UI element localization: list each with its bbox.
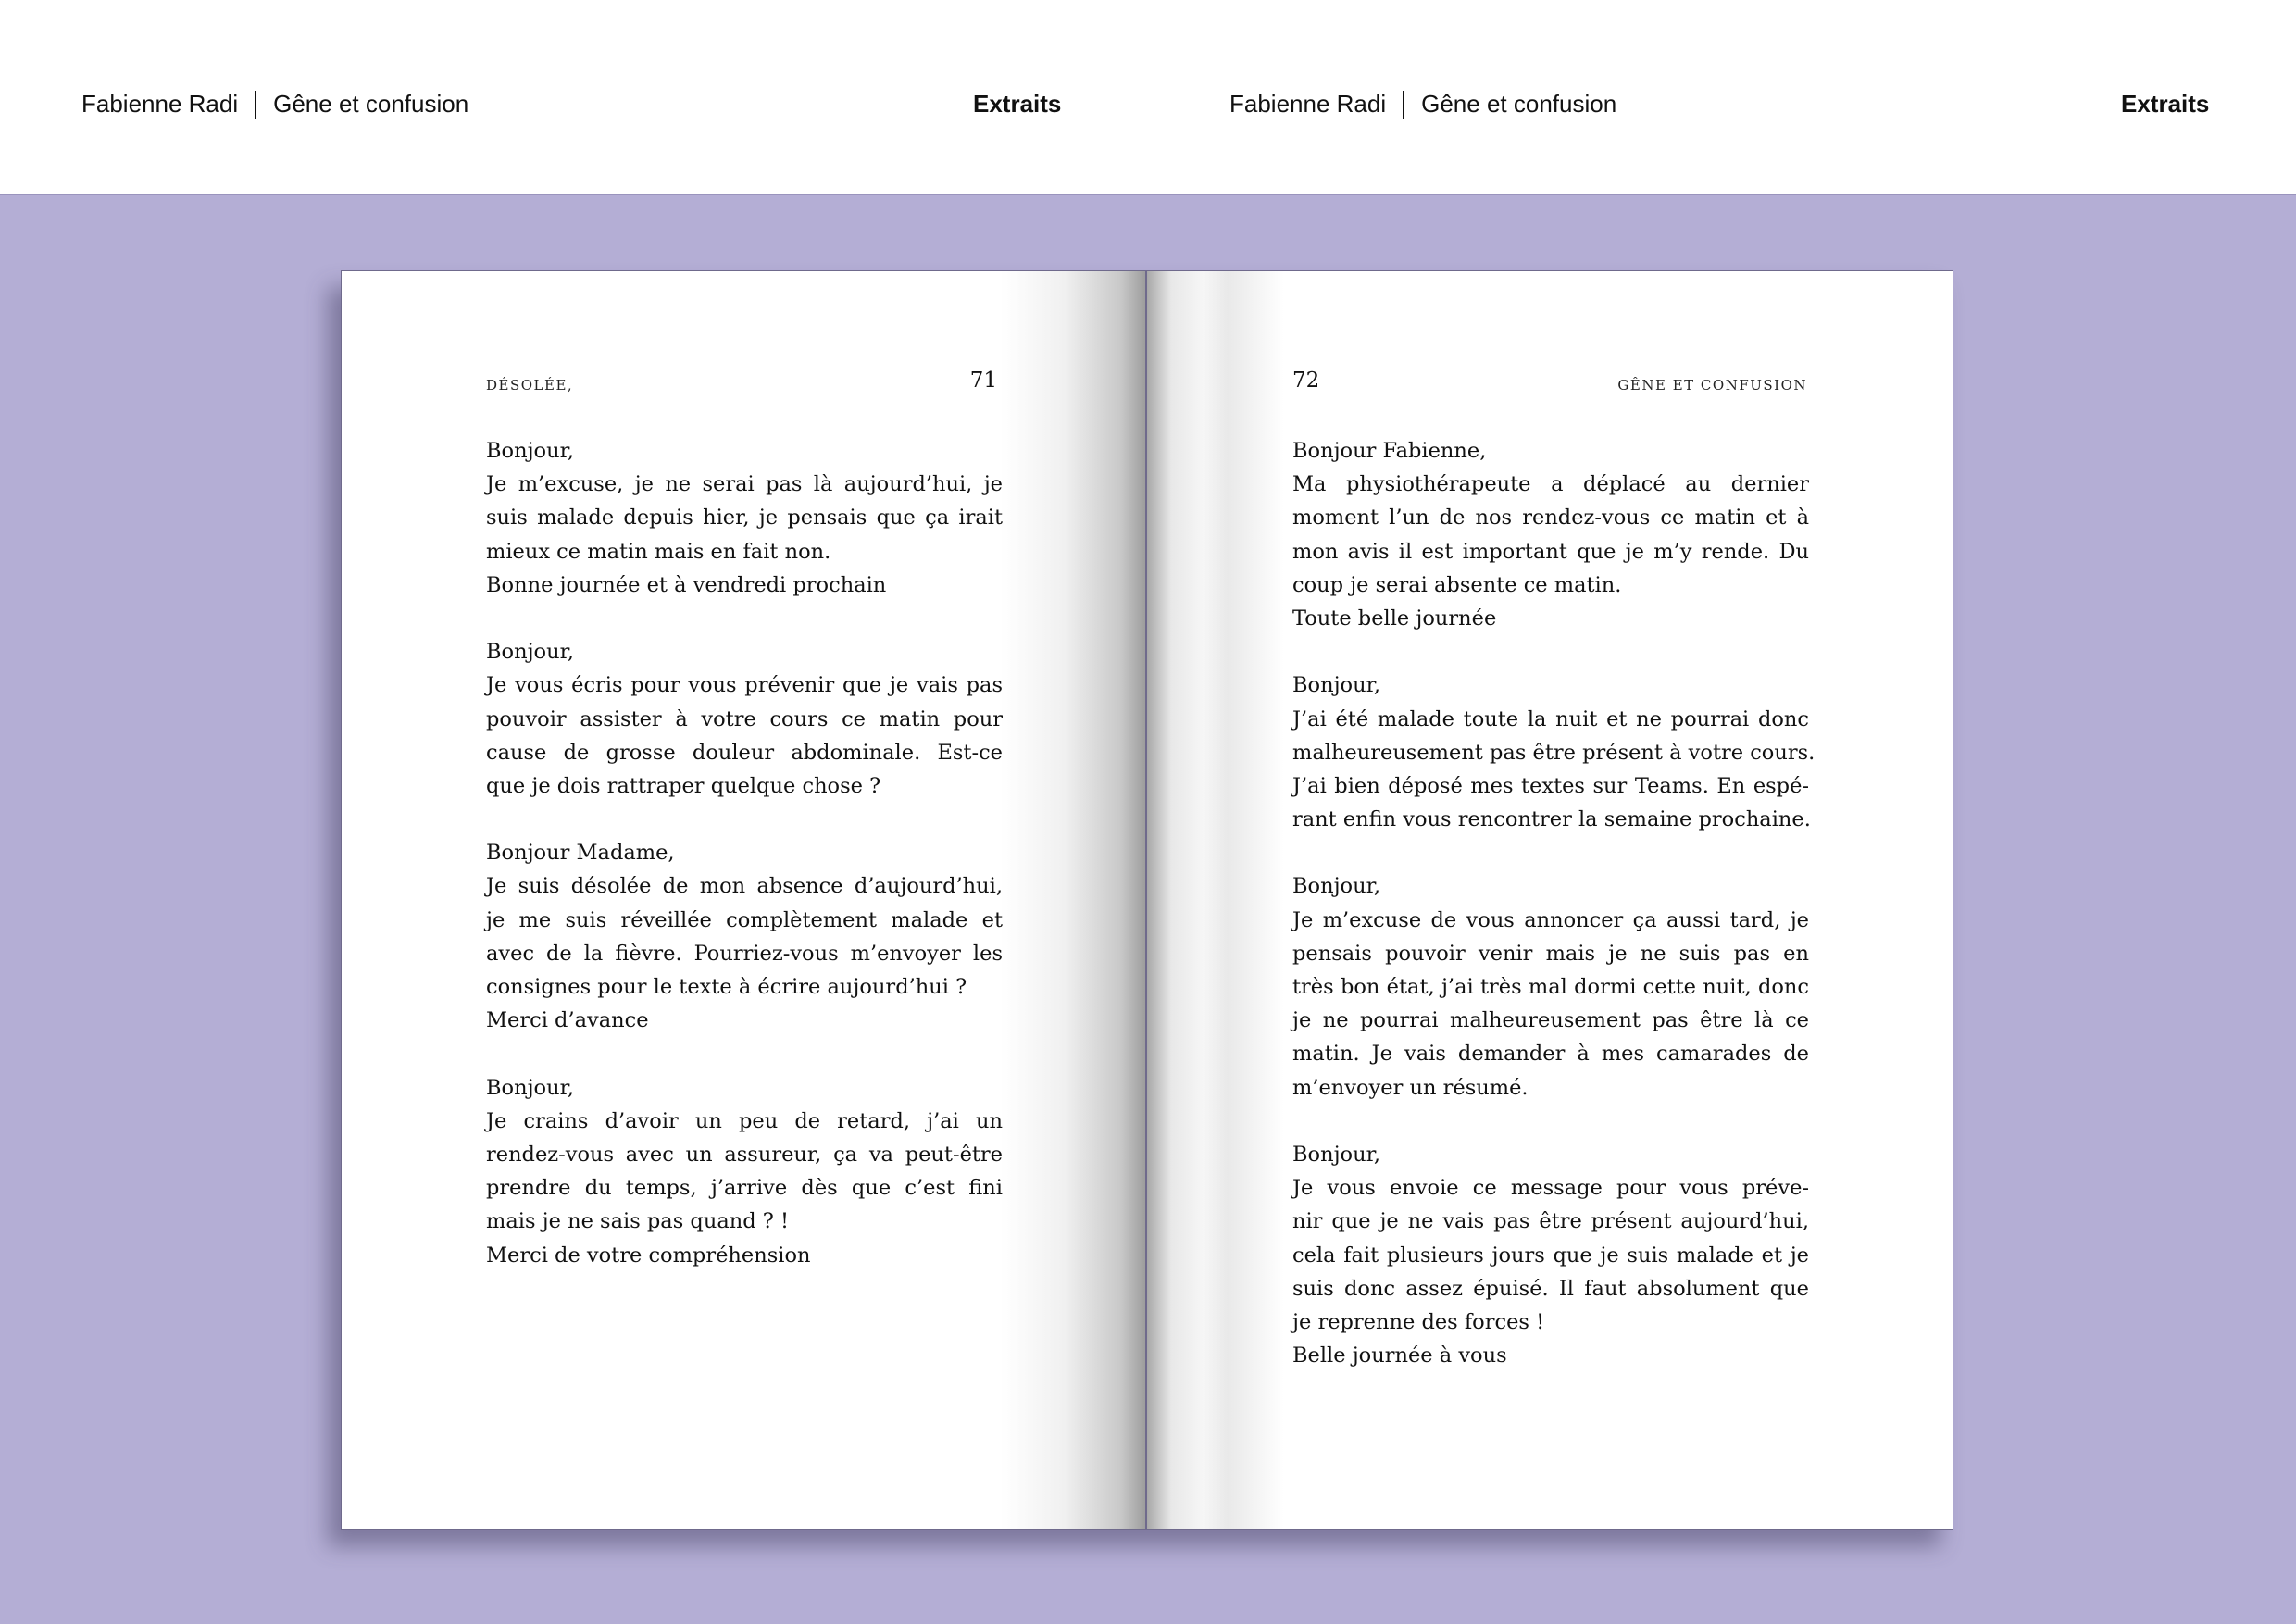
- text-line: mieux ce matin mais en fait non.: [486, 539, 831, 564]
- open-book: [341, 270, 1953, 1530]
- text-line: matin. Je vais demander à mes camarades de: [1292, 1042, 1809, 1067]
- header-divider: [255, 91, 256, 119]
- text-line: Je vous écris pour vous prévenir que je vais pas: [486, 673, 1003, 698]
- text-line: Merci de votre compréhension: [486, 1243, 811, 1268]
- text-line: m’envoyer un résumé.: [1292, 1075, 1529, 1100]
- book-page-left: [341, 270, 1146, 1530]
- paragraph-gap: [1292, 836, 1809, 869]
- section-label: Extraits: [973, 90, 1062, 118]
- page-text: [1292, 434, 1816, 1372]
- text-line: Bonjour Fabienne,: [1292, 439, 1487, 463]
- text-line: J’ai bien déposé mes textes sur Teams. En espé-: [1292, 773, 1809, 798]
- text-line: Bonjour,: [486, 439, 575, 463]
- text-line: suis donc assez épuisé. Il faut absolument que: [1292, 1276, 1809, 1301]
- paragraph-gap: [486, 803, 1003, 836]
- paragraph-gap: [486, 602, 1003, 635]
- text-line: consignes pour le texte à écrire aujourd’hui ?: [486, 975, 967, 999]
- text-line: je reprenne des forces !: [1292, 1309, 1545, 1334]
- text-line: J’ai été malade toute la nuit et ne pourrai donc: [1292, 706, 1809, 731]
- text-line: pouvoir assister à votre cours ce matin pour: [486, 706, 1003, 731]
- text-line: je me suis réveillée complètement malade et: [486, 907, 1003, 932]
- book-title: Gêne et confusion: [1421, 90, 1617, 118]
- text-line: pensais pouvoir venir mais je ne suis pas en: [1292, 941, 1809, 966]
- text-line: cela fait plusieurs jours que je suis malade et je: [1292, 1243, 1809, 1268]
- paragraph-gap: [1292, 1105, 1809, 1138]
- text-line: que je dois rattraper quelque chose ?: [486, 773, 881, 798]
- text-line: mais je ne sais pas quand ? !: [486, 1209, 790, 1234]
- text-line: Je suis désolée de mon absence d’aujourd’hui,: [486, 874, 1003, 899]
- paragraph-gap: [486, 1037, 1003, 1070]
- page-number: 71: [969, 369, 997, 393]
- text-line: cause de grosse douleur abdominale. Est-ce: [486, 740, 1003, 765]
- text-line: Bonjour,: [1292, 874, 1381, 899]
- text-line: nir que je ne vais pas être présent aujourd’hui,: [1292, 1209, 1809, 1234]
- text-line: je ne pourrai malheureusement pas être là ce: [1292, 1008, 1809, 1033]
- text-line: Je m’excuse de vous annoncer ça aussi tard, je: [1292, 907, 1809, 932]
- text-line: Merci d’avance: [486, 1008, 649, 1033]
- text-line: malheureusement pas être présent à votre cours.: [1292, 740, 1816, 765]
- text-line: Bonjour,: [486, 640, 575, 665]
- text-line: prendre du temps, j’arrive dès que c’est fini: [486, 1176, 1003, 1201]
- header-bar: [0, 0, 2296, 195]
- paragraph-gap: [1292, 635, 1809, 668]
- text-line: Je m’excuse, je ne serai pas là aujourd’hui, je: [486, 472, 1003, 497]
- text-line: très bon état, j’ai très mal dormi cette nuit, donc: [1292, 975, 1809, 999]
- text-line: rant enfin vous rencontrer la semaine prochaine.: [1292, 807, 1811, 832]
- text-line: moment l’un de nos rendez-vous ce matin et à: [1292, 506, 1809, 531]
- text-line: Je vous envoie ce message pour vous préve-: [1292, 1176, 1809, 1201]
- book-page-right: [1146, 270, 1953, 1530]
- page-number: 72: [1292, 369, 1320, 393]
- header-right-credit: [1229, 90, 1616, 119]
- running-head: DÉSOLÉE,: [486, 377, 574, 394]
- text-line: Belle journée à vous: [1292, 1343, 1507, 1368]
- text-line: Toute belle journée: [1292, 606, 1497, 631]
- text-line: coup je serai absente ce matin.: [1292, 572, 1622, 597]
- text-line: Je crains d’avoir un peu de retard, j’ai un: [486, 1108, 1003, 1133]
- book-title: Gêne et confusion: [273, 90, 469, 118]
- author-name: Fabienne Radi: [1229, 90, 1387, 118]
- text-line: suis malade depuis hier, je pensais que ça irait: [486, 506, 1003, 531]
- text-line: Bonne journée et à vendredi prochain: [486, 572, 887, 597]
- page-text: [486, 434, 1003, 1272]
- header-divider: [1403, 91, 1404, 119]
- author-name: Fabienne Radi: [81, 90, 239, 118]
- section-label: Extraits: [2121, 90, 2210, 118]
- text-line: Bonjour,: [486, 1075, 575, 1100]
- text-line: rendez-vous avec un assureur, ça va peut-être: [486, 1142, 1003, 1167]
- text-line: Bonjour,: [1292, 1142, 1381, 1167]
- text-line: mon avis il est important que je m’y rende. Du: [1292, 539, 1809, 564]
- running-head: GÊNE ET CONFUSION: [1617, 377, 1807, 394]
- text-line: Ma physiothérapeute a déplacé au dernier: [1292, 472, 1809, 497]
- text-line: avec de la fièvre. Pourriez-vous m’envoyer les: [486, 941, 1003, 966]
- text-line: Bonjour Madame,: [486, 841, 675, 866]
- header-left-credit: [81, 90, 468, 119]
- text-line: Bonjour,: [1292, 673, 1381, 698]
